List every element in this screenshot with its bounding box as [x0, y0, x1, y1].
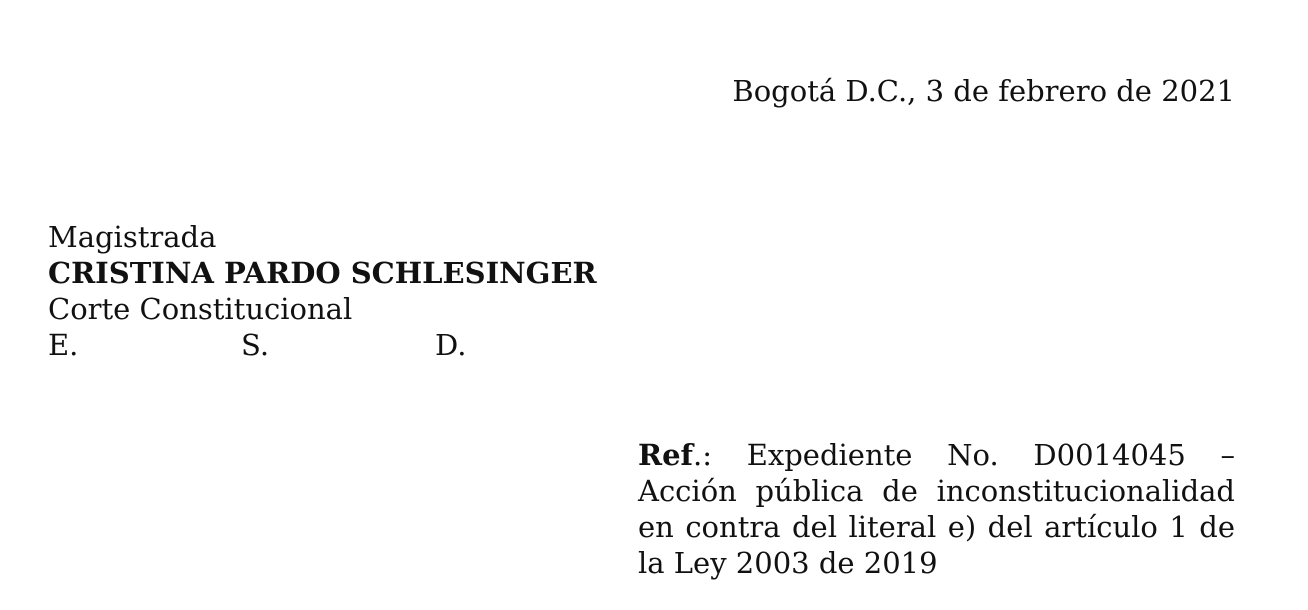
recipient-name: CRISTINA PARDO SCHLESINGER	[48, 256, 597, 290]
delivery-abbreviation	[48, 327, 597, 363]
delivery-s: S.	[241, 328, 270, 362]
recipient-title: Magistrada	[48, 220, 217, 254]
reference-text: Expediente No. D0014045 – Acción pública de inconstitucionalidad en contra del literal e) del artículo 1 de la Ley 2003 de 2019	[638, 438, 1235, 580]
delivery-d: D.	[435, 328, 467, 362]
delivery-e: E.	[48, 328, 79, 362]
reference-separator: .:	[693, 438, 713, 472]
recipient-block	[48, 219, 597, 363]
letter-date: Bogotá D.C., 3 de febrero de 2021	[732, 74, 1235, 108]
reference-label: Ref	[638, 438, 694, 472]
reference-block	[638, 437, 1235, 581]
recipient-institution: Corte Constitucional	[48, 292, 353, 326]
